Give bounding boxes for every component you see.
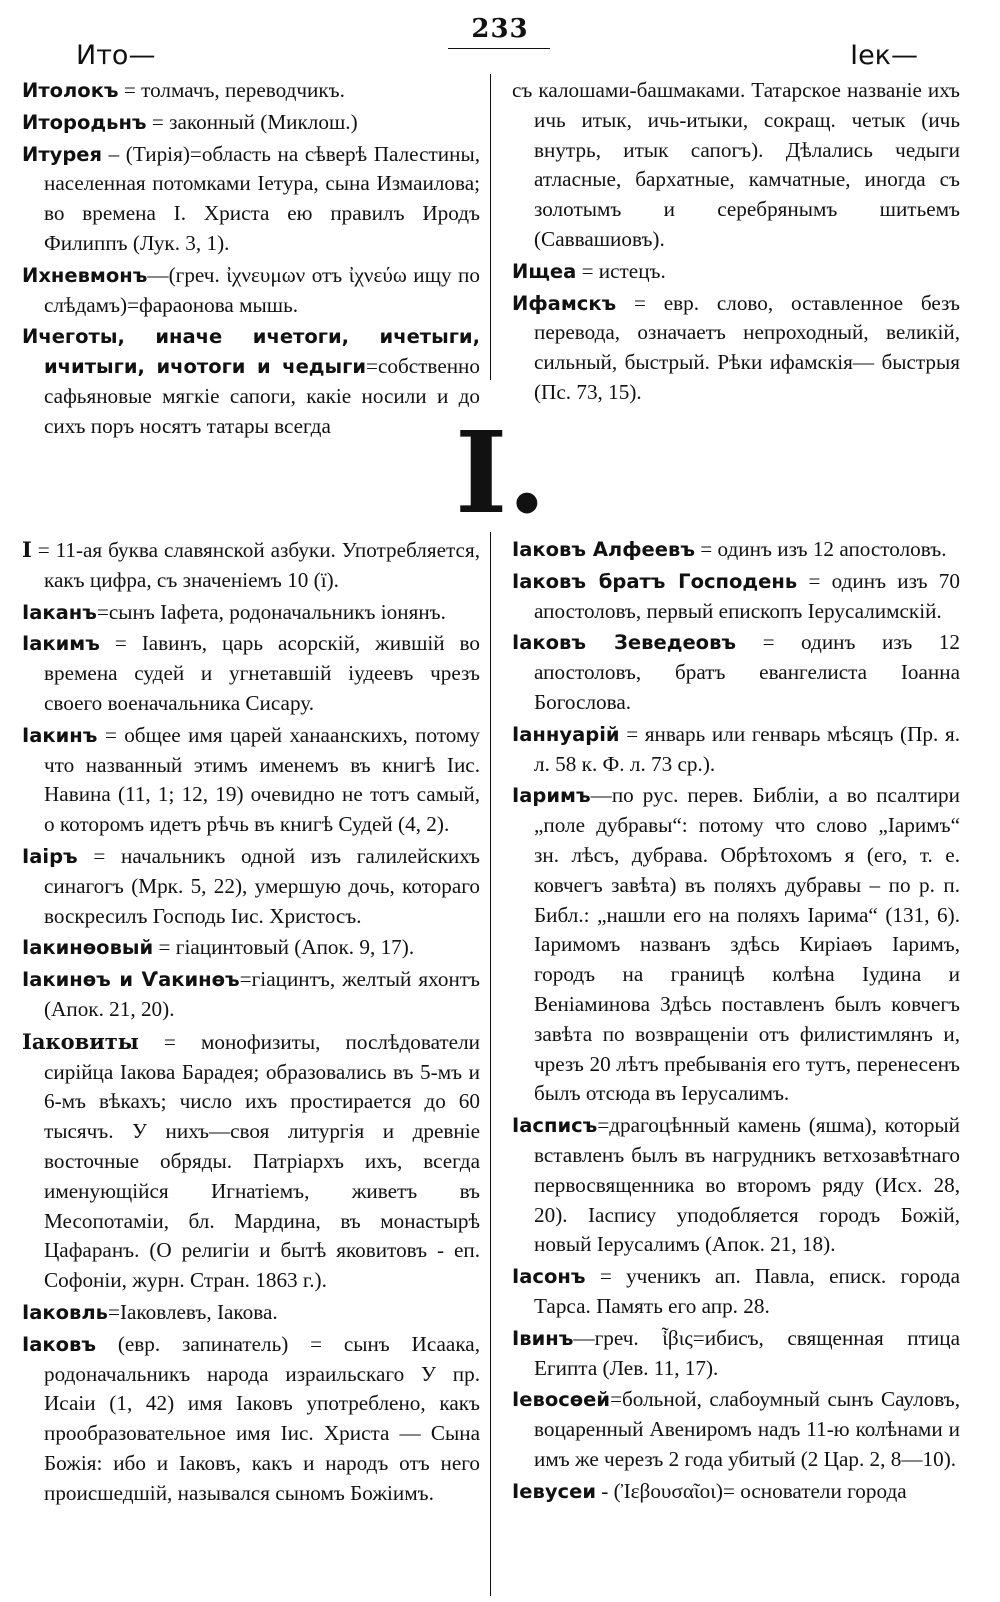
entry-headword: Іакинѳъ и Ѵакинѳъ (22, 968, 240, 992)
entry-definition: = гіацинтовый (Апок. 9, 17). (153, 935, 415, 960)
dictionary-entry (22, 1298, 480, 1328)
entry-headword: Іакимъ (22, 632, 100, 656)
dictionary-entry (512, 628, 960, 717)
entry-definition: = январь или генварь мѣсяцъ (Пр. я. л. 58 к. Ф. л. 73 ср.). (534, 721, 960, 776)
entry-definition: = монофизиты, послѣдователи сирійца Іакова Барадея; образовались въ 5-мъ и 6-мъ вѣкахъ; число ихъ простирается до 60 тысячъ. У нихъ—своя литургія и древніе восточные обряды. Патріархъ ихъ, всегда именующійся Игнатіемъ, живетъ въ Месопотаміи, бл. Мардина, въ монастырѣ Цафаранъ. (О религіи и бытѣ яковитовъ - еп. Софоніи, журн. Стран. 1863 г.). (44, 1029, 480, 1293)
dictionary-entry (22, 76, 480, 106)
entry-headword: Ичеготы, иначе ичетоги, ичетыги, ичитыги, ичотоги и чедыги (22, 325, 480, 379)
entry-definition: =собственно сафьяновые мягкіе сапоги, какіе носили и до сихъ поръ носятъ татары всегда (44, 354, 480, 438)
dictionary-entry (22, 535, 480, 596)
dictionary-entry (22, 598, 480, 628)
dictionary-entry (22, 1027, 480, 1296)
entry-definition: =драгоцѣнный камень (яшма), который вставленъ былъ въ нагрудникъ ветхозавѣтнаго первосвященника во второмъ ряду (Исх. 28, 20). Іаспису уподобляется городъ Божій, новый Іерусалимъ (Апок. 21, 18). (534, 1113, 960, 1257)
dictionary-entry (512, 567, 960, 627)
entry-headword: Іаковль (22, 1300, 108, 1324)
column-divider-bottom (490, 532, 491, 1596)
dictionary-entry (22, 629, 480, 718)
dictionary-entry (22, 322, 480, 441)
entry-definition: = толмачъ, переводчикъ. (118, 78, 345, 102)
entry-headword: Іаковъ братъ Господень (512, 569, 798, 593)
entry-definition: =сынъ Іафета, родоначальникъ іонянъ. (96, 599, 446, 624)
entry-definition: —по рус. перев. Библіи, а во псалтири „поле дубравы“: потому что слово „Іаримъ“ зн. лѣсъ, дубрава. Обрѣтохомъ я (его, т. е. ковчегъ завѣта) въ поляхъ дубравы – по р. п. Библ.: „нашли его на поляхъ Іарима“ (131, 6). Іаримомъ названъ здѣсь Киріаѳъ Іаримъ, городъ на границѣ колѣна Іудина и Веніаминова Здѣсь поставленъ былъ ковчегъ завѣта по возвращеніи отъ филистимлянъ и, чрезъ 20 лѣтъ пребыванія его тутъ, перенесенъ былъ отсюда въ Іерусалимъ. (534, 783, 960, 1106)
entry-headword: Ихневмонъ (22, 263, 148, 287)
entry-headword: Итородьнъ (22, 110, 147, 134)
entry-definition: =больной, слабоумный сынъ Сауловъ, воцаренный Авениромъ надъ 11-ю колѣнами и имъ же черезъ 2 года убитый (2 Цар. 2, 8—10). (534, 1387, 960, 1471)
entry-headword: Іаковиты (22, 1028, 139, 1054)
entry-definition: = 11-ая буква славянской азбуки. Употребляется, какъ цифра, съ значеніемъ 10 (ї). (31, 538, 480, 592)
column-top-right (512, 76, 960, 410)
dictionary-entry (22, 1330, 480, 1509)
entry-headword: Іаканъ (22, 600, 97, 624)
entry-definition: = одинъ изъ 12 апостоловъ, братъ евангелиста Іоанна Богослова. (534, 630, 960, 714)
entry-headword: Итурея (22, 142, 103, 166)
entry-definition: = евр. слово, оставленное безъ перевода, означаетъ непроходный, великій, сильный, быстрый. Рѣки ифамскія— быстрыя (Пс. 73, 15). (534, 290, 960, 404)
running-head-right: Іек— (850, 40, 918, 71)
entry-definition: = начальникъ одной изъ галилейскихъ синагогъ (Мрк. 5, 22), умершую дочь, котораго воскресилъ Господь Іис. Христосъ. (44, 843, 480, 928)
entry-headword: Іасонъ (512, 1265, 586, 1289)
dictionary-entry (22, 721, 480, 840)
entry-headword: Іакинъ (22, 723, 98, 747)
entry-definition: съ калошами-башмаками. Татарское названіе ихъ ичь итык, ичь-итыки, сокращ. четык (ичь внутрь, итык сапогъ). Дѣлались чедыги атласные, бархатные, камчатные, иногда съ золотымъ и серебрянымъ шитьемъ (Саввашиовъ). (512, 78, 960, 251)
dictionary-entry (512, 289, 960, 408)
entry-definition: =Іаковлевъ, Іакова. (108, 1299, 278, 1324)
entry-definition: - (Ἰεβουσαῖοι)= основатели города (595, 1478, 907, 1503)
page-number-rule (448, 48, 550, 49)
column-bottom-right (512, 535, 960, 1509)
dictionary-entry (22, 108, 480, 138)
column-bottom-left (22, 535, 480, 1511)
dictionary-entry (512, 1385, 960, 1474)
dictionary-entry (512, 1477, 960, 1507)
dictionary-entry (512, 257, 960, 287)
entry-headword: Івинъ (512, 1326, 574, 1350)
entry-headword: Іаннуарій (512, 722, 620, 746)
entry-definition: = одинъ изъ 70 апостоловъ, первый епископъ Іерусалимскій. (534, 568, 960, 623)
entry-definition: = Іавинъ, царь асорскій, жившій во времена судей и угнетавшій іудеевъ чрезъ своего военачальника Сисару. (44, 631, 480, 715)
entry-definition: = общее имя царей ханаанскихъ, потому что названный этимъ именемъ въ книгѣ Іис. Навина (11, 1; 12, 19) очевидно не тотъ самый, о которомъ идетъ рѣчь въ книгѣ Судей (4, 2). (44, 722, 480, 837)
entry-definition: = ученикъ ап. Павла, еписк. города Тарса. Память его апр. 28. (534, 1264, 960, 1318)
page-number: 233 (471, 14, 529, 44)
dictionary-entry (22, 933, 480, 963)
dictionary-entry (22, 261, 480, 321)
entry-headword: Іевусеи (512, 1479, 596, 1503)
dictionary-entry (512, 535, 960, 565)
dictionary-entry (512, 781, 960, 1109)
entry-headword: Іевосѳей (512, 1388, 611, 1412)
dictionary-entry (512, 1262, 960, 1322)
entry-headword: Іакинѳовый (22, 936, 154, 960)
dictionary-entry (512, 1111, 960, 1260)
entry-definition: (евр. запинатель) = сынъ Исаака, родоначальникъ народа израильскаго У пр. Исаіи (1, 42) имя Іаковъ употреблено, какъ прообразовательное имя Іис. Христа — Сына Божія: ибо и Іаковъ, какъ и народъ отъ него происшедшій, назывался сыномъ Божіимъ. (44, 1331, 480, 1505)
entry-definition: =гіацинтъ, желтый яхонтъ (Апок. 21, 20). (44, 967, 481, 1021)
dictionary-entry (22, 842, 480, 931)
entry-definition: = одинъ изъ 12 апостоловъ. (695, 537, 947, 561)
entry-headword: Ифамскъ (512, 291, 617, 315)
entry-definition: = законный (Миклош.) (146, 109, 358, 134)
entry-headword: І (22, 537, 32, 562)
entry-headword: Іасписъ (512, 1114, 598, 1138)
column-divider-top (490, 74, 491, 380)
entry-headword: Іаковъ (22, 1332, 97, 1356)
section-letter-heading: І. (455, 408, 547, 539)
entry-definition: —греч. ἶβις=ибисъ, священная птица Египта (Лев. 11, 17). (534, 1325, 960, 1380)
entry-headword: Іаковъ Алфеевъ (512, 538, 695, 561)
dictionary-entry-continued (512, 76, 960, 255)
entry-headword: Итолокъ (22, 79, 119, 102)
entry-definition: – (Тирія)=область на сѣверѣ Палестины, населенная потомками Іетура, сына Измаилова; во времена І. Христа ею правилъ Иродъ Филиппъ (Лук. 3, 1). (44, 141, 480, 255)
column-top-left (22, 76, 480, 444)
running-head-left: Ито— (76, 40, 156, 71)
entry-headword: Іаримъ (512, 784, 591, 808)
entry-headword: Іаковъ Зеведеовъ (512, 631, 737, 655)
entry-definition: —(греч. ἰχνευμων отъ ἰχνεύω ищу по слѣдамъ)=фараонова мышь. (44, 262, 480, 317)
entry-definition: = истецъ. (576, 258, 666, 283)
entry-headword: Іаіръ (22, 844, 78, 868)
dictionary-entry (512, 720, 960, 780)
dictionary-entry (512, 1324, 960, 1384)
dictionary-entry (22, 965, 480, 1025)
entry-headword: Ищеа (512, 259, 577, 283)
dictionary-entry (22, 140, 480, 259)
